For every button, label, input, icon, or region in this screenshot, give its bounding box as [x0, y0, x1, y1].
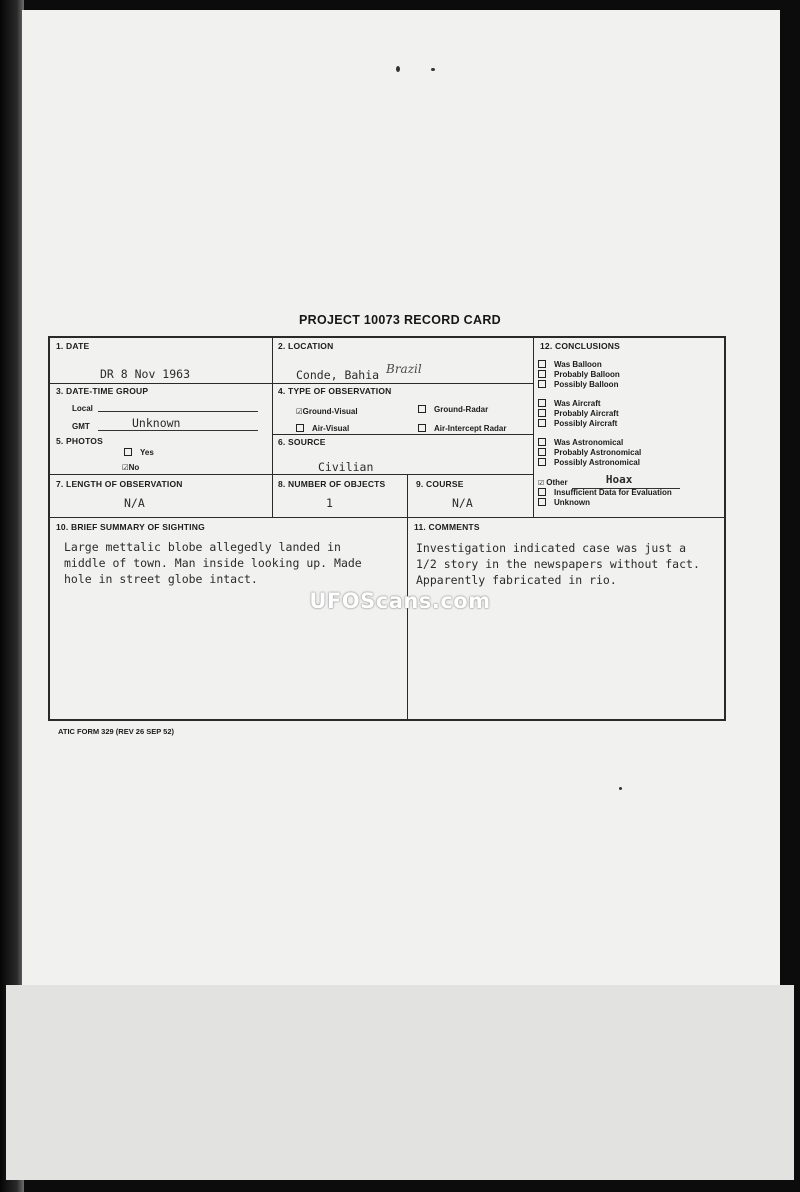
- air-visual-option: Air-Visual: [296, 424, 349, 433]
- checkbox-icon: [538, 370, 546, 378]
- location-handwritten: Brazil: [386, 362, 422, 376]
- conclusion-option: Possibly Aircraft: [538, 419, 619, 429]
- summary-label: 10. BRIEF SUMMARY OF SIGHTING: [56, 522, 205, 532]
- number-of-objects-label: 8. NUMBER OF OBJECTS: [278, 479, 386, 489]
- gmt-blank: [98, 430, 258, 431]
- air-intercept-radar-option: Air-Intercept Radar: [418, 424, 506, 433]
- location-value: Conde, Bahia: [296, 368, 380, 382]
- dust-speck: [431, 68, 435, 71]
- card-title: PROJECT 10073 RECORD CARD: [299, 313, 501, 327]
- checkbox-icon: [538, 438, 546, 446]
- conclusion-other-option: ☑ Other Hoax: [538, 477, 680, 489]
- gmt-label: GMT: [72, 422, 90, 431]
- conclusions-group-balloon: [538, 360, 620, 390]
- conclusion-insufficient-option: Insufficient Data for Evaluation: [538, 488, 672, 498]
- conclusion-option: Possibly Astronomical: [538, 458, 641, 468]
- conclusion-option: Probably Astronomical: [538, 448, 641, 458]
- comments-line: 1/2 story in the newspapers without fact.: [416, 557, 700, 571]
- checkbox-icon: [538, 399, 546, 407]
- gmt-value: Unknown: [132, 416, 181, 430]
- checkbox-icon: [538, 488, 546, 496]
- local-label: Local: [72, 404, 93, 413]
- checkbox-icon: [296, 424, 304, 432]
- other-value: Hoax: [605, 473, 633, 486]
- length-of-observation-value: N/A: [124, 496, 145, 510]
- underlying-page: [6, 985, 794, 1180]
- checkbox-icon: [124, 448, 132, 456]
- form-id: ATIC FORM 329 (REV 26 SEP 52): [58, 727, 175, 736]
- ground-radar-option: Ground-Radar: [418, 405, 488, 414]
- summary-line: Large mettalic blobe allegedly landed in: [64, 540, 341, 554]
- dust-speck: [619, 787, 622, 790]
- conclusions-label: 12. CONCLUSIONS: [540, 341, 620, 351]
- conclusion-option: Probably Aircraft: [538, 409, 619, 419]
- photos-no-option: ☑No: [122, 460, 140, 473]
- check-mark-icon: ☑: [538, 477, 545, 488]
- checkbox-icon: [538, 360, 546, 368]
- source-label: 6. SOURCE: [278, 437, 326, 447]
- checkbox-icon: [538, 498, 546, 506]
- grid-line: [49, 383, 533, 384]
- checkbox-icon: [538, 380, 546, 388]
- checkbox-icon: [418, 405, 426, 413]
- number-of-objects-value: 1: [326, 496, 333, 510]
- conclusions-group-astronomical: [538, 438, 641, 468]
- checkbox-icon: [538, 409, 546, 417]
- checkbox-icon: [538, 448, 546, 456]
- course-label: 9. COURSE: [416, 479, 464, 489]
- grid-line: [49, 474, 533, 475]
- dust-speck: [396, 66, 400, 72]
- location-label: 2. LOCATION: [278, 341, 334, 351]
- conclusions-group-aircraft: [538, 399, 619, 429]
- comments-line: Apparently fabricated in rio.: [416, 573, 617, 587]
- check-mark-icon: ☑: [122, 460, 129, 473]
- watermark: UFOScans.com: [309, 589, 491, 613]
- grid-line: [533, 337, 534, 517]
- checkbox-icon: [538, 458, 546, 466]
- photos-label: 5. PHOTOS: [56, 436, 103, 446]
- date-time-group-label: 3. DATE-TIME GROUP: [56, 386, 149, 396]
- checkbox-icon: [538, 419, 546, 427]
- conclusion-unknown-option: Unknown: [538, 498, 590, 508]
- date-value: DR 8 Nov 1963: [100, 367, 191, 381]
- length-of-observation-label: 7. LENGTH OF OBSERVATION: [56, 479, 183, 489]
- conclusion-option: Was Balloon: [538, 360, 620, 370]
- local-blank: [98, 411, 258, 412]
- conclusion-option: Possibly Balloon: [538, 380, 620, 390]
- conclusion-option: Probably Balloon: [538, 370, 620, 380]
- date-label: 1. DATE: [56, 341, 90, 351]
- grid-line: [49, 517, 725, 518]
- summary-line: middle of town. Man inside looking up. Made: [64, 556, 362, 570]
- ground-visual-option: ☑Ground-Visual: [296, 404, 358, 417]
- type-of-observation-label: 4. TYPE OF OBSERVATION: [278, 386, 392, 396]
- comments-line: Investigation indicated case was just a: [416, 541, 687, 555]
- source-value: Civilian: [318, 460, 374, 474]
- comments-label: 11. COMMENTS: [414, 522, 480, 532]
- summary-line: hole in street globe intact.: [64, 572, 258, 586]
- grid-line: [272, 337, 273, 517]
- checkbox-icon: [418, 424, 426, 432]
- check-mark-icon: ☑: [296, 404, 303, 417]
- course-value: N/A: [452, 496, 473, 510]
- photos-yes-option: Yes: [124, 448, 154, 457]
- grid-line: [273, 434, 533, 435]
- conclusion-option: Was Aircraft: [538, 399, 619, 409]
- conclusion-option: Was Astronomical: [538, 438, 641, 448]
